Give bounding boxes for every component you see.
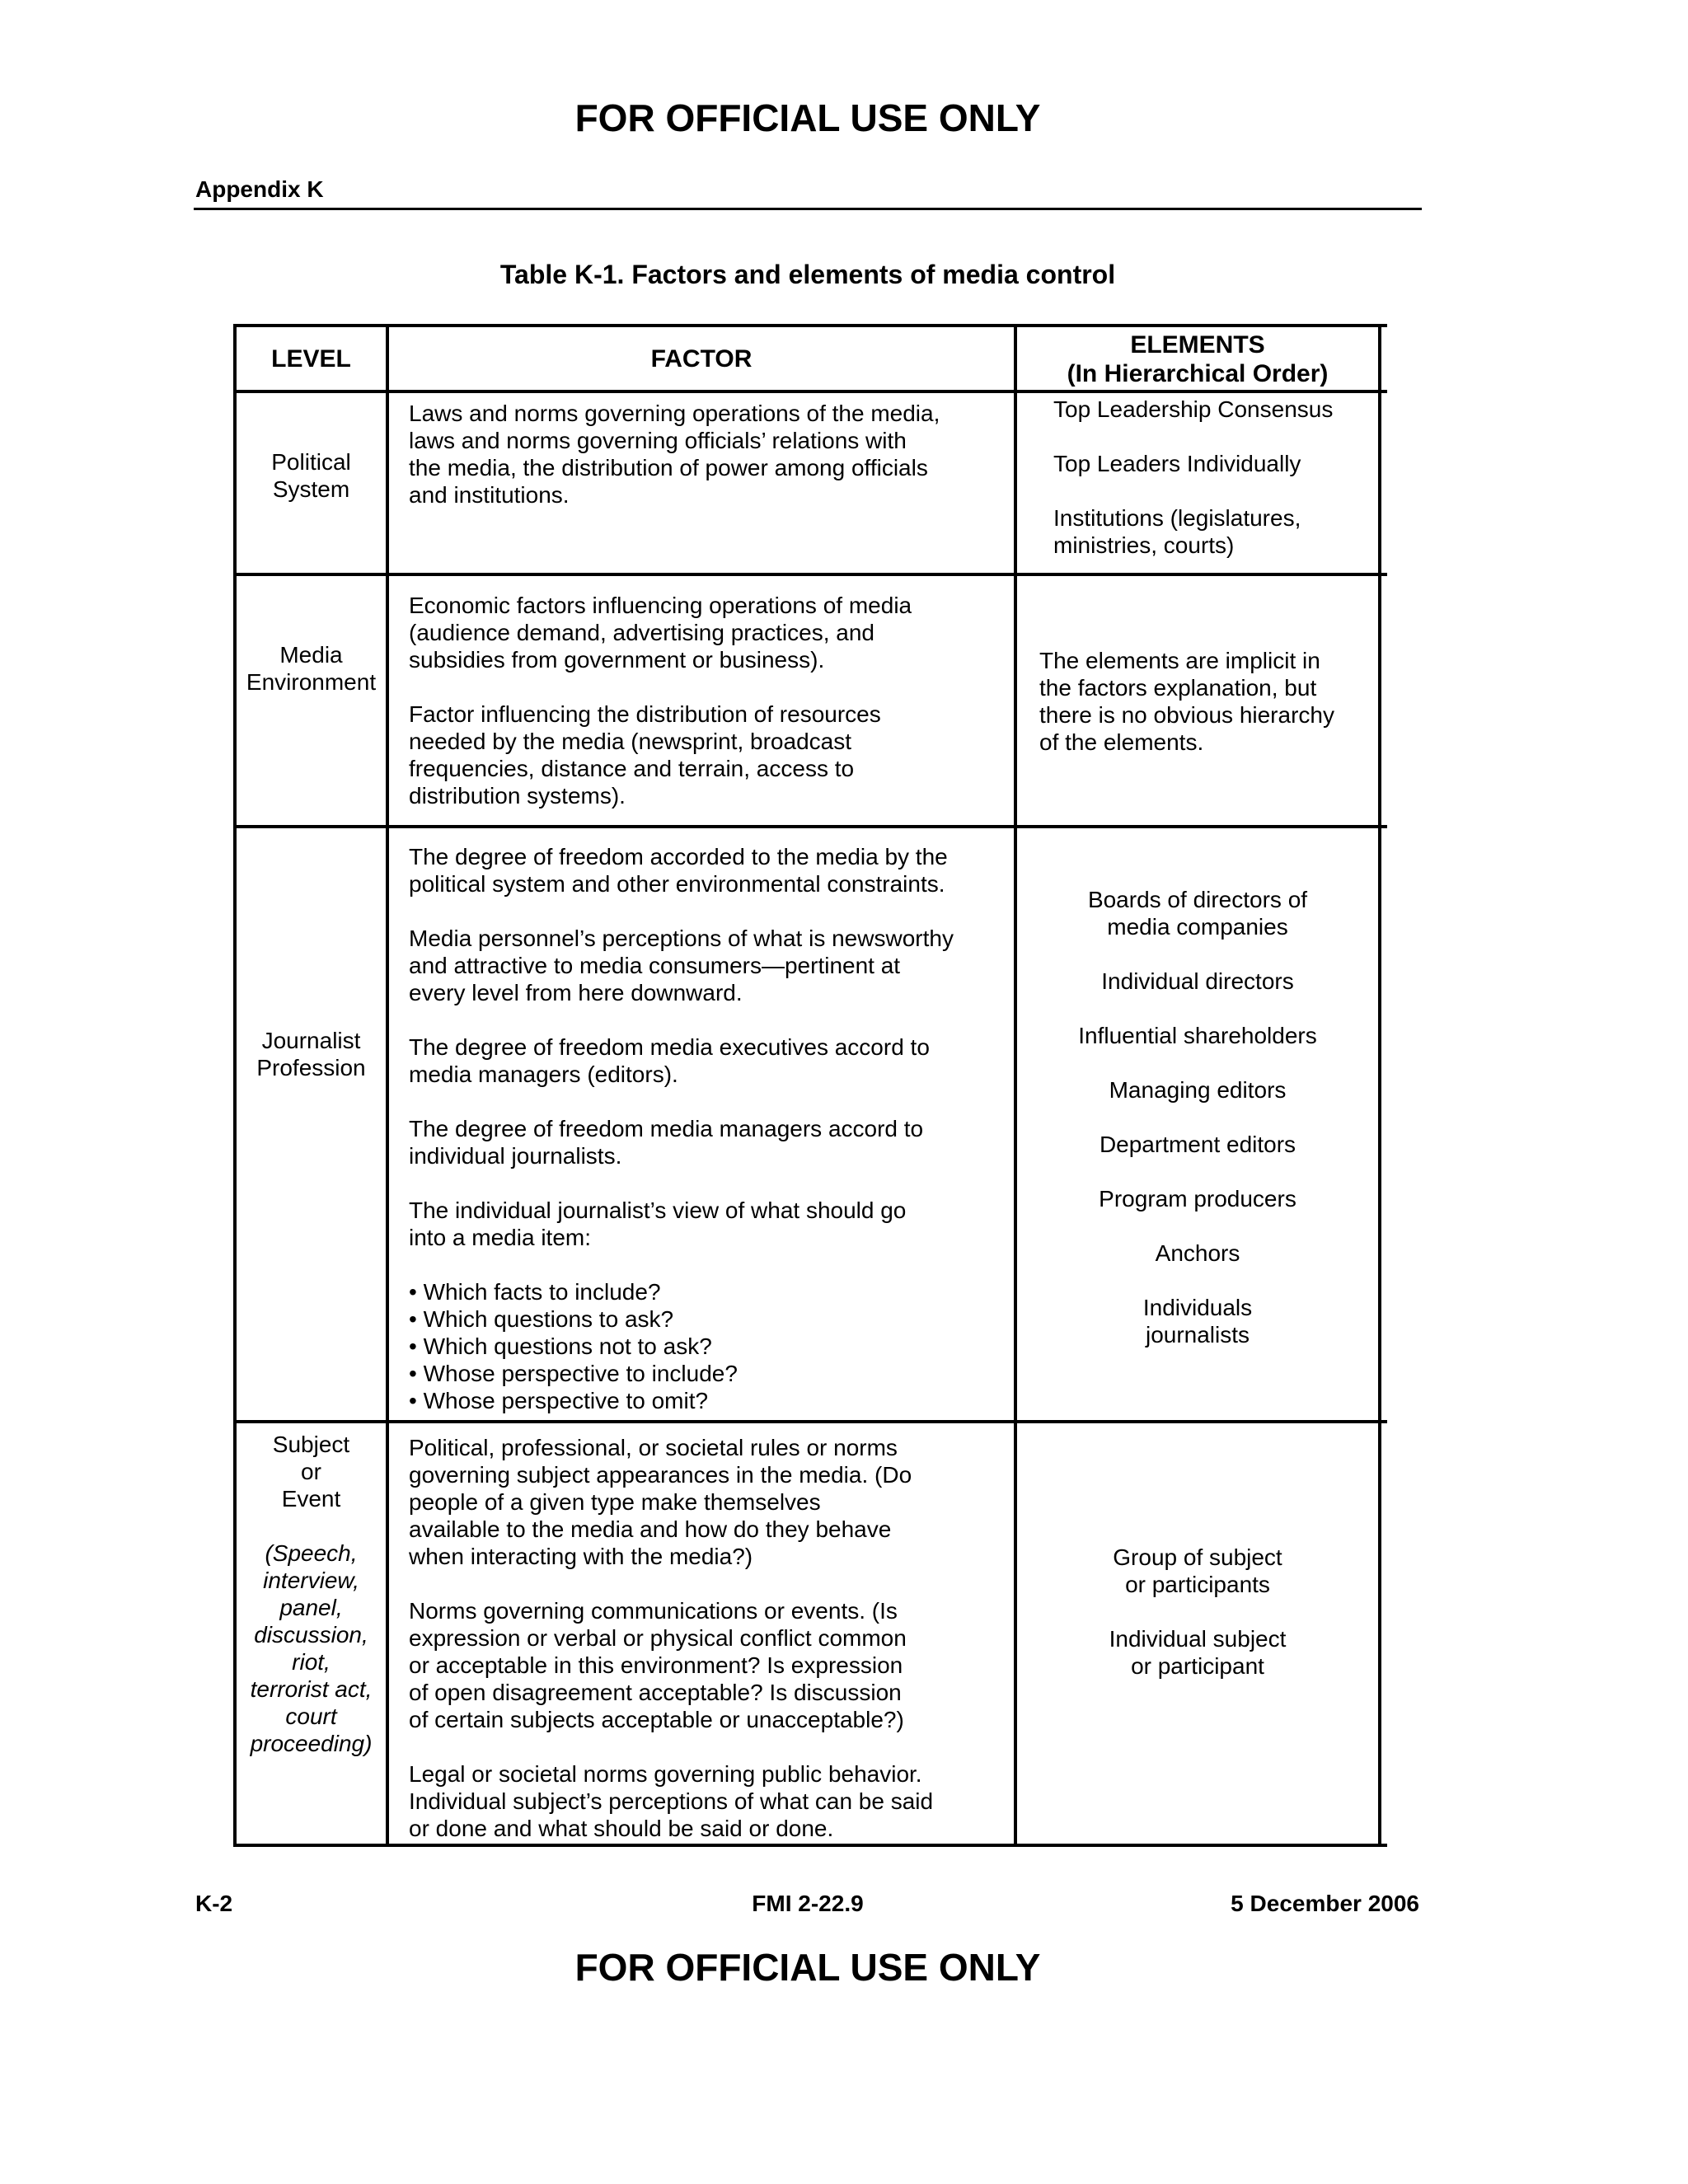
- element-item: Top Leaders Individually: [1053, 451, 1301, 476]
- factor-paragraph: The degree of freedom media executives accord to media managers (editors).: [409, 1034, 930, 1087]
- column-header-elements: ELEMENTS (In Hierarchical Order): [1067, 331, 1329, 387]
- factor-cell: [409, 400, 1014, 509]
- element-item: Department editors: [1099, 1132, 1296, 1157]
- factor-cell: [409, 592, 1014, 809]
- list-item: • Which questions not to ask?: [409, 1333, 1014, 1360]
- factor-paragraph: The degree of freedom media managers accord to individual journalists.: [409, 1116, 924, 1169]
- media-control-table: [233, 324, 1387, 1847]
- row-divider: [233, 1420, 1387, 1423]
- row-divider: [233, 573, 1387, 576]
- elements-cell: [1017, 1544, 1378, 1680]
- factor-cell: [409, 1434, 1014, 1842]
- list-item: • Which facts to include?: [409, 1278, 1014, 1305]
- factor-paragraph: Economic factors influencing operations of media (audience demand, advertising practices, and subsidies from government or business).: [409, 593, 912, 673]
- header-divider: [233, 390, 1387, 393]
- factor-paragraph: Norms governing communications or events. (Is expression or verbal or physical conflict common or acceptable in this environment? Is expression of open disagreement acceptable? Is discussion of certain subjects acceptable or unacceptable?): [409, 1598, 907, 1732]
- elements-note: The elements are implicit in the factors explanation, but there is no obvious hierarchy of the elements.: [1039, 648, 1334, 755]
- official-use-banner-bottom: FOR OFFICIAL USE ONLY: [574, 1946, 1041, 1989]
- official-use-banner-top: FOR OFFICIAL USE ONLY: [574, 96, 1041, 139]
- level-political-system: Political System: [271, 449, 351, 502]
- table-border-right: [1378, 324, 1381, 1847]
- factor-paragraph: The individual journalist’s view of what should go into a media item:: [409, 1197, 907, 1250]
- column-header-level: LEVEL: [271, 345, 351, 373]
- table-divider-level: [386, 324, 389, 1847]
- element-item: Top Leadership Consensus: [1053, 396, 1334, 422]
- factor-paragraph: The degree of freedom accorded to the media by the political system and other environmental constraints.: [409, 844, 948, 897]
- factor-paragraph: Legal or societal norms governing public behavior. Individual subject’s perceptions of what can be said or done and what should be said or done.: [409, 1761, 934, 1841]
- element-item: Anchors: [1155, 1240, 1240, 1266]
- element-item: Influential shareholders: [1078, 1023, 1317, 1048]
- elements-cell: [1053, 396, 1378, 559]
- element-item: Institutions (legislatures, ministries, courts): [1053, 505, 1301, 558]
- element-item: Group of subject or participants: [1113, 1544, 1282, 1597]
- level-note: (Speech, interview, panel, discussion, riot, terrorist act, court proceeding): [250, 1540, 373, 1756]
- element-item: Managing editors: [1109, 1077, 1287, 1103]
- document-id: FMI 2-22.9: [752, 1891, 864, 1916]
- table-border-bottom: [233, 1844, 1387, 1847]
- factor-paragraph: Laws and norms governing operations of the media, laws and norms governing officials’ relations with the media, the distribution of power among officials and institutions.: [409, 401, 940, 508]
- factor-paragraph: Factor influencing the distribution of resources needed by the media (newsprint, broadcast frequencies, distance and terrain, access to distribution systems).: [409, 701, 881, 808]
- question-list: [409, 1278, 1014, 1414]
- header-rule: [194, 208, 1422, 210]
- table-border-top: [233, 324, 1387, 327]
- level-media-environment: Media Environment: [246, 642, 377, 695]
- level-label: Subject or Event: [272, 1432, 350, 1511]
- list-item: • Whose perspective to include?: [409, 1360, 1014, 1387]
- level-subject-or-event: [237, 1431, 386, 1757]
- element-item: Individual directors: [1101, 968, 1294, 994]
- list-item: • Whose perspective to omit?: [409, 1387, 1014, 1414]
- document-date: 5 December 2006: [1231, 1891, 1419, 1916]
- element-item: Individuals journalists: [1142, 1295, 1253, 1347]
- factor-paragraph: Media personnel’s perceptions of what is newsworthy and attractive to media consumers—pertinent at every level from here downward.: [409, 926, 954, 1005]
- list-item: • Which questions to ask?: [409, 1305, 1014, 1333]
- page-number: K-2: [195, 1891, 233, 1916]
- row-divider: [233, 825, 1387, 828]
- factor-paragraph: Political, professional, or societal rules or norms governing subject appearances in the media. (Do people of a given type make themselves available to the media and how do they behave when interacting with the media?): [409, 1435, 912, 1569]
- elements-cell: [1017, 886, 1378, 1348]
- element-item: Boards of directors of media companies: [1087, 887, 1308, 940]
- factor-cell: [409, 843, 1014, 1414]
- element-item: Individual subject or participant: [1109, 1626, 1287, 1679]
- column-header-factor: FACTOR: [650, 345, 753, 373]
- running-header: Appendix K: [195, 176, 324, 202]
- level-journalist-profession: Journalist Profession: [256, 1028, 366, 1080]
- element-item: Program producers: [1099, 1186, 1296, 1212]
- table-title: Table K-1. Factors and elements of media control: [499, 260, 1116, 289]
